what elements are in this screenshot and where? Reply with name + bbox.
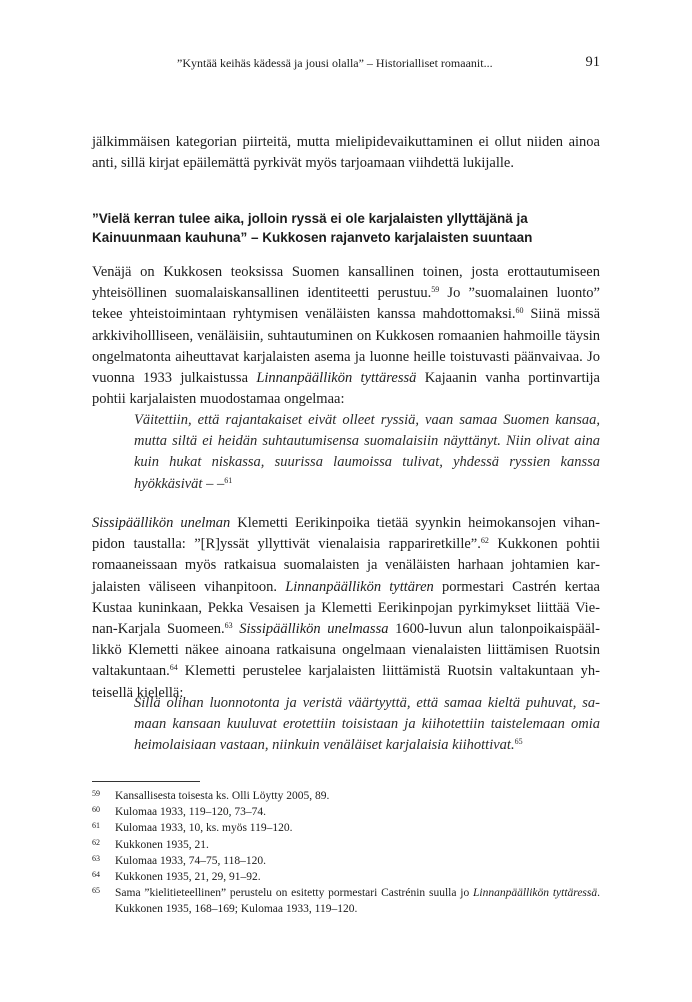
- footnote-text: Kansallisesta toisesta ks. Olli Löytty 2005, 89.: [115, 790, 330, 802]
- section-heading-line-1: ”Vielä kerran tulee aika, jolloin ryssä ei ole karjalaisten yllyttäjänä ja: [92, 211, 528, 226]
- paragraph-text: Jo ”suomalainen luonto” tekee yhteistoimintaan ryhtymisen venäläisten kanssa mahdottomaksi.: [92, 285, 600, 323]
- footnote-ref[interactable]: 60: [515, 306, 524, 316]
- paragraph-text: 1600-luvun alun talonpoikaispäällikkö Klemetti näkee ainoana ratkaisuna ongelmaan vienalaisten liittämisen Ruotsin valtakuntaan.: [92, 621, 600, 680]
- footnote: [92, 788, 600, 804]
- footnote-number: 65: [92, 886, 100, 896]
- quote-text: Väitettiin, että rajantakaiset eivät olleet ryssiä, vaan samaa Suomen kansaa, mutta siltä ei heidän suhtautumisensa suomalaisiin näyttänyt. Niin olivat aina kuin hukat niskassa, suurissa laumoissa tulivat, yhdessä ryssien kanssa hyökkäsivät – –: [134, 412, 600, 492]
- book-title: Sissipäällikön unelman: [92, 515, 231, 531]
- footnote: [92, 837, 600, 853]
- footnote: [92, 885, 600, 917]
- footnote-ref[interactable]: 63: [224, 621, 233, 631]
- paragraph-klemetti: [92, 513, 600, 704]
- book-title: Linnanpäällikön tyttäressä: [473, 887, 598, 900]
- footnote: [92, 853, 600, 869]
- footnote-number: 62: [92, 837, 100, 847]
- paragraph-intro: [92, 132, 600, 174]
- block-quote-1: [134, 410, 600, 495]
- footnote-text: Kukkonen 1935, 21, 29, 91–92.: [115, 871, 261, 884]
- section-heading-line-2: Kainuunmaan kauhuna” – Kukkosen rajanveto karjalaisten suuntaan: [92, 230, 533, 245]
- footnote: [92, 804, 600, 820]
- paragraph-text: Kajaanin vanha portinvartija pohtii karjalaisten muodostamaa ongelmaa:: [92, 370, 600, 408]
- footnote-text: Kukkonen 1935, 21.: [115, 838, 209, 851]
- footnote: [92, 869, 600, 885]
- page-number: 91: [585, 54, 600, 70]
- block-quote-2: [134, 693, 600, 757]
- footnote-text: . Kukkonen 1935, 168–169; Kulomaa 1933, 119–120.: [115, 887, 600, 916]
- footnote-ref[interactable]: 64: [169, 663, 178, 673]
- footnote-divider: [92, 781, 200, 782]
- footnote-ref[interactable]: 59: [431, 285, 440, 295]
- quote-text: Sillä olihan luonnotonta ja veristä väärtyyttä, että samaa kieltä puhuvat, samaan kansaan kuuluvat erotettiin toisistaan ja kiihotettiin taistelemaan omia heimolaisiaan vastaan, niinkuin venäläiset karjalaisia kiihottivat.: [134, 695, 600, 754]
- running-head: [92, 54, 600, 72]
- footnote-number: 61: [92, 821, 100, 831]
- footnote-number: 63: [92, 853, 100, 863]
- book-title: Linnanpäällikön tyttäressä: [256, 370, 417, 387]
- footnote-ref[interactable]: 65: [514, 737, 523, 747]
- running-title: ”Kyntää keihäs kädessä ja jousi olalla” – Historialliset romaanit...: [177, 56, 493, 70]
- paragraph-text: pormestari Castrén kertaa Kustaa kuninkaan, Pekka Vesaisen ja Klemetti Eerikinpojan pyrkimykset liittää Vienan-Karjala Suomeen.: [92, 578, 600, 638]
- paragraph-text: jälkimmäisen kategorian piirteitä, mutta mielipidevaikuttaminen ei ollut niiden ainoa anti, sillä kirjat epäilemättä pyrkivät myös tarjoamaan viihdettä lukijalle.: [92, 134, 600, 172]
- paragraph-russia: [92, 262, 600, 410]
- footnote-number: 59: [92, 789, 100, 798]
- footnote-text: Kulomaa 1933, 119–120, 73–74.: [115, 806, 266, 819]
- footnote-ref[interactable]: 61: [224, 475, 233, 485]
- footnote-number: 64: [92, 870, 100, 880]
- book-title: Sissipäällikön unelmassa: [239, 621, 389, 638]
- footnote-ref[interactable]: 62: [480, 536, 489, 546]
- footnote-text: Kulomaa 1933, 10, ks. myös 119–120.: [115, 822, 293, 835]
- footnote-text: Sama ”kielitieteellinen” perustelu on esitetty pormestari Castrénin suulla jo: [115, 887, 473, 900]
- paragraph-text: Klemetti Eerikinpoika tietää syynkin heimokansojen vihanpidon taustalla: ”[R]yssät yllyttivät vienalaisia rappariretkille”.: [92, 515, 600, 553]
- paragraph-text: Kukkonen pohtii romaaneissaan myös ratkaisua suomalaisten ja venäläisten harhaan johtamien karjalaisten väliseen vihanpitoon.: [92, 536, 600, 595]
- paragraph-text: Klemetti perustelee karjalaisten liittämistä Ruotsin valtakuntaan yhteisellä kielellä:: [92, 663, 600, 701]
- book-title: Linnanpäällikön tyttären: [285, 578, 434, 595]
- footnote: [92, 820, 600, 836]
- paragraph-text: Siinä missä arkkivihollliseen, venäläisiin, suhtautuminen on Kukkosen romaanien hahmoille täysin ongelmatonta aiheuttavat karjalaisten asema ja luonne heille toistuvasti päänvaivaa. Jo vuonna 1933 julkaistussa: [92, 306, 600, 387]
- section-heading: [92, 209, 562, 247]
- footnote-number: 60: [92, 805, 100, 815]
- footnotes: [92, 788, 600, 918]
- paragraph-text: Venäjä on Kukkosen teoksissa Suomen kansallinen toinen, josta erottautumiseen yhteisöllinen suomalaiskansallinen identiteetti perustuu.: [92, 264, 600, 302]
- footnote-text: Kulomaa 1933, 74–75, 118–120.: [115, 854, 266, 867]
